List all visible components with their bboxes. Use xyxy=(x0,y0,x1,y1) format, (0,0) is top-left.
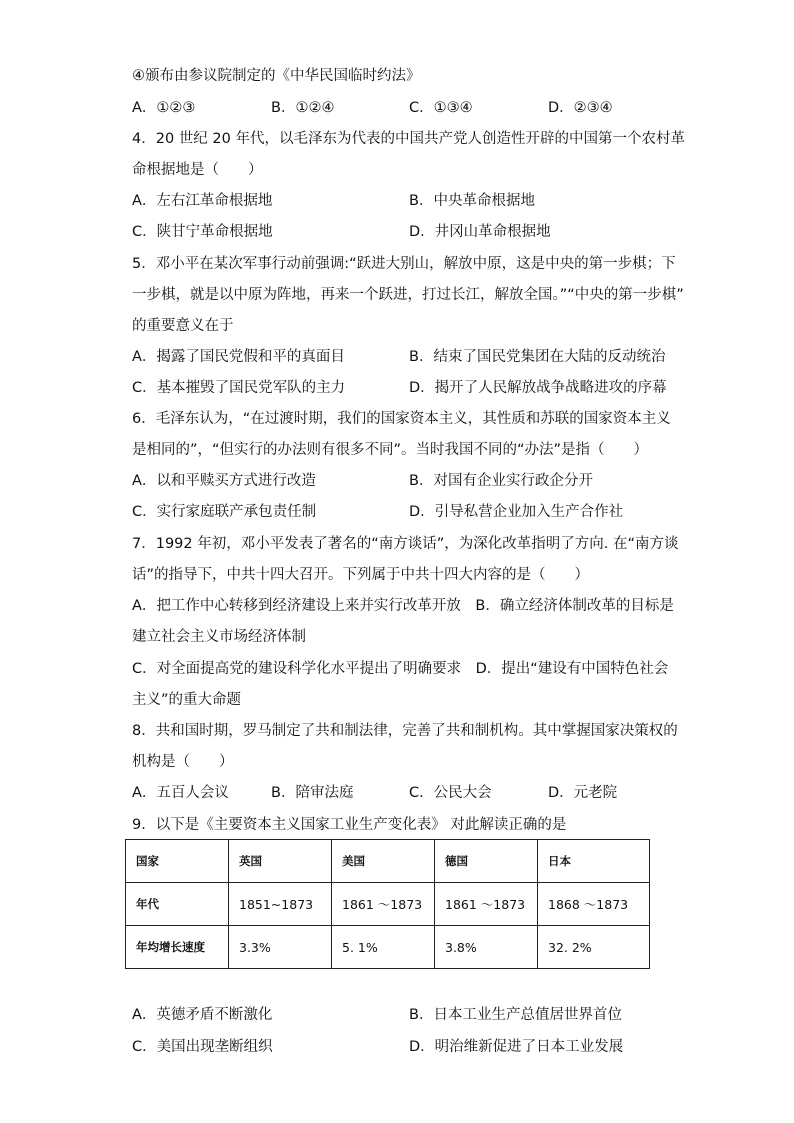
table-cell: 日本 xyxy=(538,840,650,883)
q5-stem-line1: 5．邓小平在某次军事行动前强调:“跃进大别山，解放中原，这是中央的第一步棋；下 xyxy=(132,256,676,272)
q4-option-c[interactable]: C．陕甘宁革命根据地 xyxy=(132,224,273,240)
q3-statement-4: ④颁布由参议院制定的《中华民国临时约法》 xyxy=(132,68,421,84)
table-cell: 年代 xyxy=(126,883,229,926)
q6-option-c[interactable]: C．实行家庭联产承包责任制 xyxy=(132,504,317,520)
q4-option-a[interactable]: A．左右江革命根据地 xyxy=(132,193,273,209)
q5-option-d[interactable]: D．揭开了人民解放战争战略进攻的序幕 xyxy=(409,380,667,396)
q8-option-b[interactable]: B．陪审法庭 xyxy=(271,785,354,801)
table-cell: 1861 ～1873 xyxy=(332,883,435,926)
q3-option-b[interactable]: B．①②④ xyxy=(271,100,335,116)
q6-stem-line2: 是相同的”，“但实行的办法则有很多不同”。当时我国不同的“办法”是指（ ） xyxy=(132,442,649,458)
table-cell: 美国 xyxy=(332,840,435,883)
table-cell: 1868 ～1873 xyxy=(538,883,650,926)
q5-stem-line3: 的重要意义在于 xyxy=(132,318,234,334)
q3-option-c[interactable]: C．①③④ xyxy=(409,100,473,116)
q7-stem-line2: 话”的指导下，中共十四大召开。下列属于中共十四大内容的是（ ） xyxy=(132,567,590,583)
q9-option-a[interactable]: A．英德矛盾不断激化 xyxy=(132,1007,273,1023)
q3-option-a[interactable]: A．①②③ xyxy=(132,100,196,116)
q8-option-a[interactable]: A．五百人会议 xyxy=(132,785,229,801)
table-row xyxy=(126,883,650,926)
q5-option-c[interactable]: C．基本摧毁了国民党军队的主力 xyxy=(132,380,346,396)
q4-option-d[interactable]: D．井冈山革命根据地 xyxy=(409,224,551,240)
table-cell: 1861 ～1873 xyxy=(435,883,538,926)
q6-option-a[interactable]: A．以和平赎买方式进行改造 xyxy=(132,473,316,489)
q6-stem-line1: 6．毛泽东认为，“在过渡时期，我们的国家资本主义，其性质和苏联的国家资本主义 xyxy=(132,411,671,427)
table-row xyxy=(126,926,650,969)
table-cell: 3.8% xyxy=(435,926,538,969)
table-cell: 3.3% xyxy=(229,926,332,969)
table-cell: 英国 xyxy=(229,840,332,883)
table-cell: 32. 2% xyxy=(538,926,650,969)
q4-option-b[interactable]: B．中央革命根据地 xyxy=(409,193,535,209)
q5-option-b[interactable]: B．结束了国民党集团在大陆的反动统治 xyxy=(409,349,666,365)
q8-option-d[interactable]: D．元老院 xyxy=(548,785,618,801)
q5-stem-line2: 一步棋，就是以中原为阵地，再来一个跃进，打过长江，解放全国。”“中央的第一步棋” xyxy=(132,287,684,303)
q6-option-d[interactable]: D．引导私营企业加入生产合作社 xyxy=(409,504,624,520)
industrial-production-table xyxy=(125,839,650,969)
q8-option-c[interactable]: C．公民大会 xyxy=(409,785,492,801)
q4-stem-line1: 4．20 世纪 20 年代，以毛泽东为代表的中国共产党人创造性开辟的中国第一个农村革 xyxy=(132,131,685,147)
q3-option-d[interactable]: D．②③④ xyxy=(548,100,613,116)
q7-option-cd[interactable]: C．对全面提高党的建设科学化水平提出了明确要求 D．提出“建设有中国特色社会 xyxy=(132,661,669,677)
table-row xyxy=(126,840,650,883)
q9-option-c[interactable]: C．美国出现垄断组织 xyxy=(132,1039,273,1055)
q6-option-b[interactable]: B．对国有企业实行政企分开 xyxy=(409,473,593,489)
q7-option-ab[interactable]: A．把工作中心转移到经济建设上来并实行改革开放 B．确立经济体制改革的目标是 xyxy=(132,598,674,614)
q9-stem: 9．以下是《主要资本主义国家工业生产变化表》 对此解读正确的是 xyxy=(132,817,567,833)
q9-option-b[interactable]: B．日本工业生产总值居世界首位 xyxy=(409,1007,622,1023)
table-cell: 1851~1873 xyxy=(229,883,332,926)
q7-option-d-cont: 主义”的重大命题 xyxy=(132,692,242,708)
table-cell: 5. 1% xyxy=(332,926,435,969)
q5-option-a[interactable]: A．揭露了国民党假和平的真面目 xyxy=(132,349,345,365)
q8-stem-line2: 机构是（ ） xyxy=(132,754,234,770)
table-cell: 德国 xyxy=(435,840,538,883)
q9-option-d[interactable]: D．明治维新促进了日本工业发展 xyxy=(409,1039,624,1055)
q7-option-b-cont: 建立社会主义市场经济体制 xyxy=(132,629,306,645)
q8-stem-line1: 8．共和国时期，罗马制定了共和制法律，完善了共和制机构。其中掌握国家决策权的 xyxy=(132,723,678,739)
table-cell: 国家 xyxy=(126,840,229,883)
q7-stem-line1: 7．1992 年初，邓小平发表了著名的“南方谈话”，为深化改革指明了方向. 在“南方谈 xyxy=(132,536,679,552)
q4-stem-line2: 命根据地是（ ） xyxy=(132,162,263,178)
table-cell: 年均增长速度 xyxy=(126,926,229,969)
